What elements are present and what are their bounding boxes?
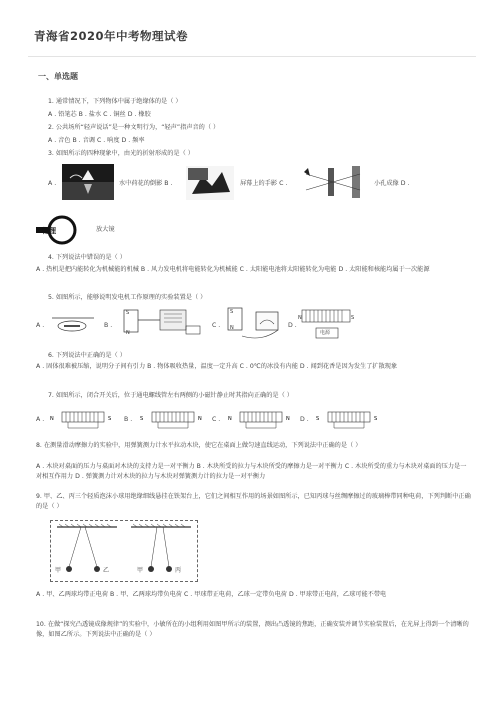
motor-setup-diagram: [114, 304, 204, 340]
question-6: 6. 下列说法中正确的是（ ）: [48, 352, 126, 359]
charged-balls-figure: [50, 520, 198, 582]
solenoid-diagram-b: [138, 406, 208, 432]
ball-label-yi: 乙: [103, 567, 110, 574]
magnifier-text: 物理: [42, 227, 56, 235]
lotus-reflection-image: [62, 164, 114, 200]
question-9-options: A . 甲、乙两球均带正电荷 B . 甲、乙两球均带负电荷 C . 甲球带正电荷，乙球一定带负电荷 D . 甲球带正电荷，乙球可能不带电: [36, 591, 387, 598]
ball-label-jia-1: 甲: [55, 567, 62, 574]
ball-label-jia-2: 甲: [137, 567, 144, 574]
svg-text:S: S: [351, 315, 355, 321]
option-a-label: A .: [48, 180, 57, 187]
svg-text:N: N: [286, 416, 290, 422]
pinhole-camera-image: [300, 164, 366, 200]
q7-option-c: C .: [212, 416, 221, 423]
solenoid-power-diagram: [298, 306, 358, 342]
magnifier-image: [36, 214, 82, 248]
question-4: 4. 下列说法中错误的是（ ）: [48, 254, 126, 261]
svg-text:S: S: [316, 416, 320, 422]
svg-text:S: S: [374, 416, 378, 422]
svg-text:S: S: [108, 416, 112, 422]
svg-text:S: S: [230, 309, 234, 315]
question-9: 9. 甲、乙、丙三个轻质泡沫小球用绝缘细线悬挂在铁架台上，它们之间相互作用的场景如图所示，已知丙球与丝绸摩擦过的玻璃棒带同种电荷，下列判断中正确的是（ ）: [36, 493, 471, 510]
question-1-options: A . 铅笔芯 B . 盐水 C . 铜丝 D . 橡胶: [48, 111, 151, 118]
question-5: 5. 如图所示，能够说明发电机工作原理的实验装置是（ ）: [48, 294, 207, 301]
q5-option-c: C .: [212, 322, 221, 329]
q5-option-d: D .: [288, 322, 297, 329]
question-8-options: A . 木块对桌面的压力与桌面对木块的支持力是一对平衡力 B . 木块所受的拉力与木块所受的摩擦力是一对平衡力 C . 木块所受的重力与木块对桌面的压力是一对相互作用力 D . 弹簧测力计对木块的拉力与木块对弹簧测力计的拉力是一对平衡力: [36, 463, 467, 480]
option-a-text: 水中荷花的倒影 B .: [119, 180, 173, 187]
svg-text:N: N: [198, 416, 202, 422]
question-3: 3. 如图所示的四种现象中，由光的折射形成的是（ ）: [48, 150, 194, 157]
section-heading: 一、单选题: [38, 72, 78, 81]
question-4-options: A . 热机是把内能转化为机械能的机械 B . 风力发电机将电能转化为机械能 C . 太阳能电池将太阳能转化为电能 D . 太阳能和核能均属于一次能源: [36, 266, 430, 273]
question-8: 8. 在测量滑动摩擦力的实验中，用弹簧测力计水平拉动木块，使它在桌面上做匀速直线运动，下列说法中正确的是（ ）: [36, 442, 362, 449]
ball-label-bing: 丙: [175, 567, 182, 574]
question-1: 1. 通常情况下，下列物体中属于绝缘体的是（ ）: [48, 98, 182, 105]
compass-wire-diagram: [50, 308, 96, 338]
solenoid-diagram-a: [48, 406, 118, 432]
galvanometer-diagram: [222, 304, 284, 344]
q5-option-a: A .: [36, 322, 45, 329]
option-b-text: 屏幕上的手影 C .: [240, 180, 288, 187]
power-source-label: 电源: [320, 330, 331, 336]
svg-text:N: N: [126, 330, 130, 336]
svg-text:N: N: [298, 315, 302, 321]
divider: [28, 56, 476, 57]
q5-option-b: B .: [104, 322, 113, 329]
svg-text:N: N: [230, 325, 234, 331]
svg-text:S: S: [126, 310, 130, 316]
hand-shadow-image: [186, 166, 234, 200]
option-d-text: 放大镜: [96, 226, 115, 233]
svg-text:S: S: [140, 416, 144, 422]
question-2: 2. 公共场所“轻声说话”是一种文明行为，“轻声”指声音的（ ）: [48, 124, 220, 131]
svg-text:N: N: [228, 416, 232, 422]
q7-option-b: B .: [124, 416, 133, 423]
question-6-options: A . 固体很难被压缩，说明分子间有引力 B . 物体吸收热量，温度一定升高 C . 0℃的冰没有内能 D . 闻到花香是因为发生了扩散现象: [36, 363, 398, 370]
solenoid-diagram-d: [314, 406, 384, 432]
question-2-options: A . 音色 B . 音调 C . 响度 D . 频率: [48, 137, 145, 144]
page-title: 青海省2020年中考物理试卷: [34, 29, 189, 43]
question-7: 7. 如图所示，闭合开关后，位于通电螺线管左右两侧的小磁针静止时其指向正确的是（ ）: [48, 392, 293, 399]
q7-option-d: D .: [300, 416, 309, 423]
q7-option-a: A .: [36, 416, 45, 423]
solenoid-diagram-c: [226, 406, 296, 432]
question-10: 10. 在做“探究凸透镜成像规律”的实验中，小敏所在的小组利用如图甲所示的装置，测出凸透镜的焦距，正确安装并调节实验装置后，在光屏上得到一个清晰的像，如图乙所示。下列说法中正确的是（ ）: [36, 621, 469, 638]
option-c-text: 小孔成像 D .: [374, 180, 410, 187]
svg-text:N: N: [50, 416, 54, 422]
